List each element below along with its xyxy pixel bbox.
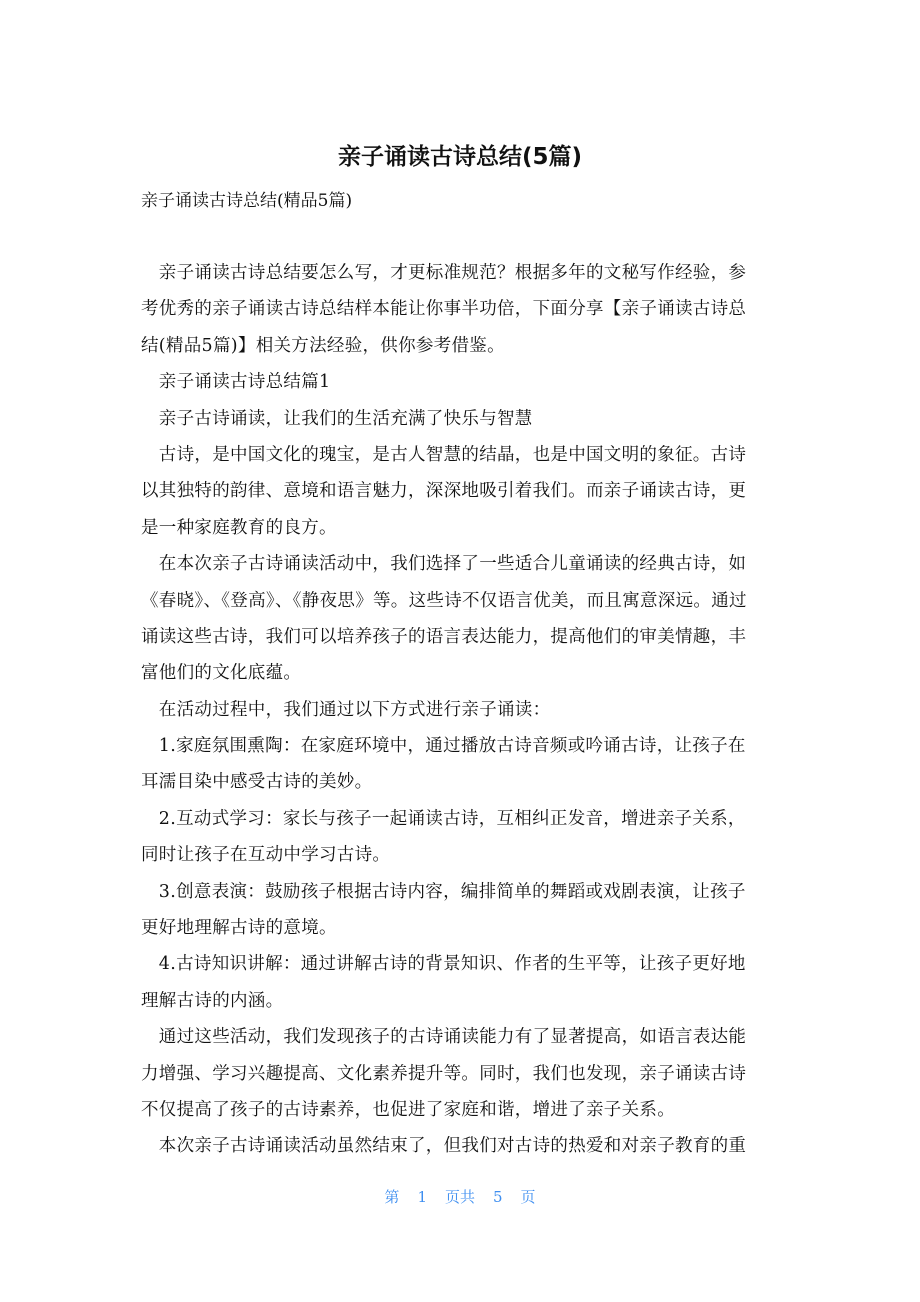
text-line: 同时让孩子在互动中学习古诗。 bbox=[141, 845, 391, 866]
text-line: 古诗，是中国文化的瑰宝，是古人智慧的结晶，也是中国文明的象征。古诗 bbox=[141, 444, 747, 465]
page-of: 页共 bbox=[444, 1188, 475, 1206]
text-line: 诵读这些古诗，我们可以培养孩子的语言表达能力，提高他们的审美情趣，丰 bbox=[141, 626, 747, 647]
paragraph bbox=[141, 364, 781, 400]
text-line: 在本次亲子古诗诵读活动中，我们选择了一些适合儿童诵读的经典古诗，如 bbox=[141, 554, 747, 575]
text-line: 是一种家庭教育的良方。 bbox=[141, 517, 337, 538]
text-line: 更好地理解古诗的意境。 bbox=[141, 918, 337, 939]
text-line: 《春晓》、《登高》、《静夜思》等。这些诗不仅语言优美，而且寓意深远。通过 bbox=[141, 590, 747, 611]
page-total: 5 bbox=[493, 1188, 503, 1206]
document-subtitle: 亲子诵读古诗总结(精品5篇) bbox=[141, 191, 353, 211]
paragraph bbox=[141, 437, 781, 546]
text-line: 考优秀的亲子诵读古诗总结样本能让你事半功倍，下面分享【亲子诵读古诗总 bbox=[141, 299, 747, 320]
text-line: 富他们的文化底蕴。 bbox=[141, 663, 302, 684]
text-line: 2.互动式学习：家长与孩子一起诵读古诗，互相纠正发音，增进亲子关系， bbox=[141, 808, 746, 829]
paragraph bbox=[141, 692, 781, 728]
paragraph bbox=[141, 946, 781, 1019]
text-line: 1.家庭氛围熏陶：在家庭环境中，通过播放古诗音频或吟诵古诗，让孩子在 bbox=[141, 736, 746, 757]
paragraph bbox=[141, 401, 781, 437]
text-line: 本次亲子古诗诵读活动虽然结束了，但我们对古诗的热爱和对亲子教育的重 bbox=[141, 1136, 747, 1157]
page-label: 第 bbox=[384, 1188, 400, 1206]
page-current: 1 bbox=[417, 1188, 427, 1206]
paragraph bbox=[141, 255, 781, 364]
text-line: 3.创意表演：鼓励孩子根据古诗内容，编排简单的舞蹈或戏剧表演，让孩子 bbox=[141, 881, 746, 902]
paragraph bbox=[141, 728, 781, 801]
paragraph bbox=[141, 874, 781, 947]
text-line: 通过这些活动，我们发现孩子的古诗诵读能力有了显著提高，如语言表达能 bbox=[141, 1027, 747, 1048]
paragraph bbox=[141, 1019, 781, 1128]
text-line: 耳濡目染中感受古诗的美妙。 bbox=[141, 772, 373, 793]
text-line: 以其独特的韵律、意境和语言魅力，深深地吸引着我们。而亲子诵读古诗，更 bbox=[141, 481, 747, 502]
text-line: 结(精品5篇)】相关方法经验，供你参考借鉴。 bbox=[141, 335, 505, 356]
paragraph bbox=[141, 1128, 781, 1164]
text-line: 在活动过程中，我们通过以下方式进行亲子诵读： bbox=[141, 699, 551, 720]
text-line: 不仅提高了孩子的古诗素养，也促进了家庭和谐，增进了亲子关系。 bbox=[141, 1099, 675, 1120]
page-suffix: 页 bbox=[520, 1188, 536, 1206]
paragraph bbox=[141, 546, 781, 692]
page-footer bbox=[0, 1186, 920, 1207]
document-title: 亲子诵读古诗总结(5篇) bbox=[337, 144, 583, 170]
text-line: 4.古诗知识讲解：通过讲解古诗的背景知识、作者的生平等，让孩子更好地 bbox=[141, 954, 746, 975]
text-line: 力增强、学习兴趣提高、文化素养提升等。同时，我们也发现，亲子诵读古诗 bbox=[141, 1063, 747, 1084]
document-body bbox=[141, 255, 781, 1165]
text-line: 亲子诵读古诗总结要怎么写，才更标准规范？根据多年的文秘写作经验，参 bbox=[141, 263, 747, 283]
paragraph bbox=[141, 801, 781, 874]
text-line: 亲子古诗诵读，让我们的生活充满了快乐与智慧 bbox=[141, 408, 533, 429]
text-line: 理解古诗的内涵。 bbox=[141, 990, 284, 1011]
text-line: 亲子诵读古诗总结篇1 bbox=[141, 372, 331, 393]
